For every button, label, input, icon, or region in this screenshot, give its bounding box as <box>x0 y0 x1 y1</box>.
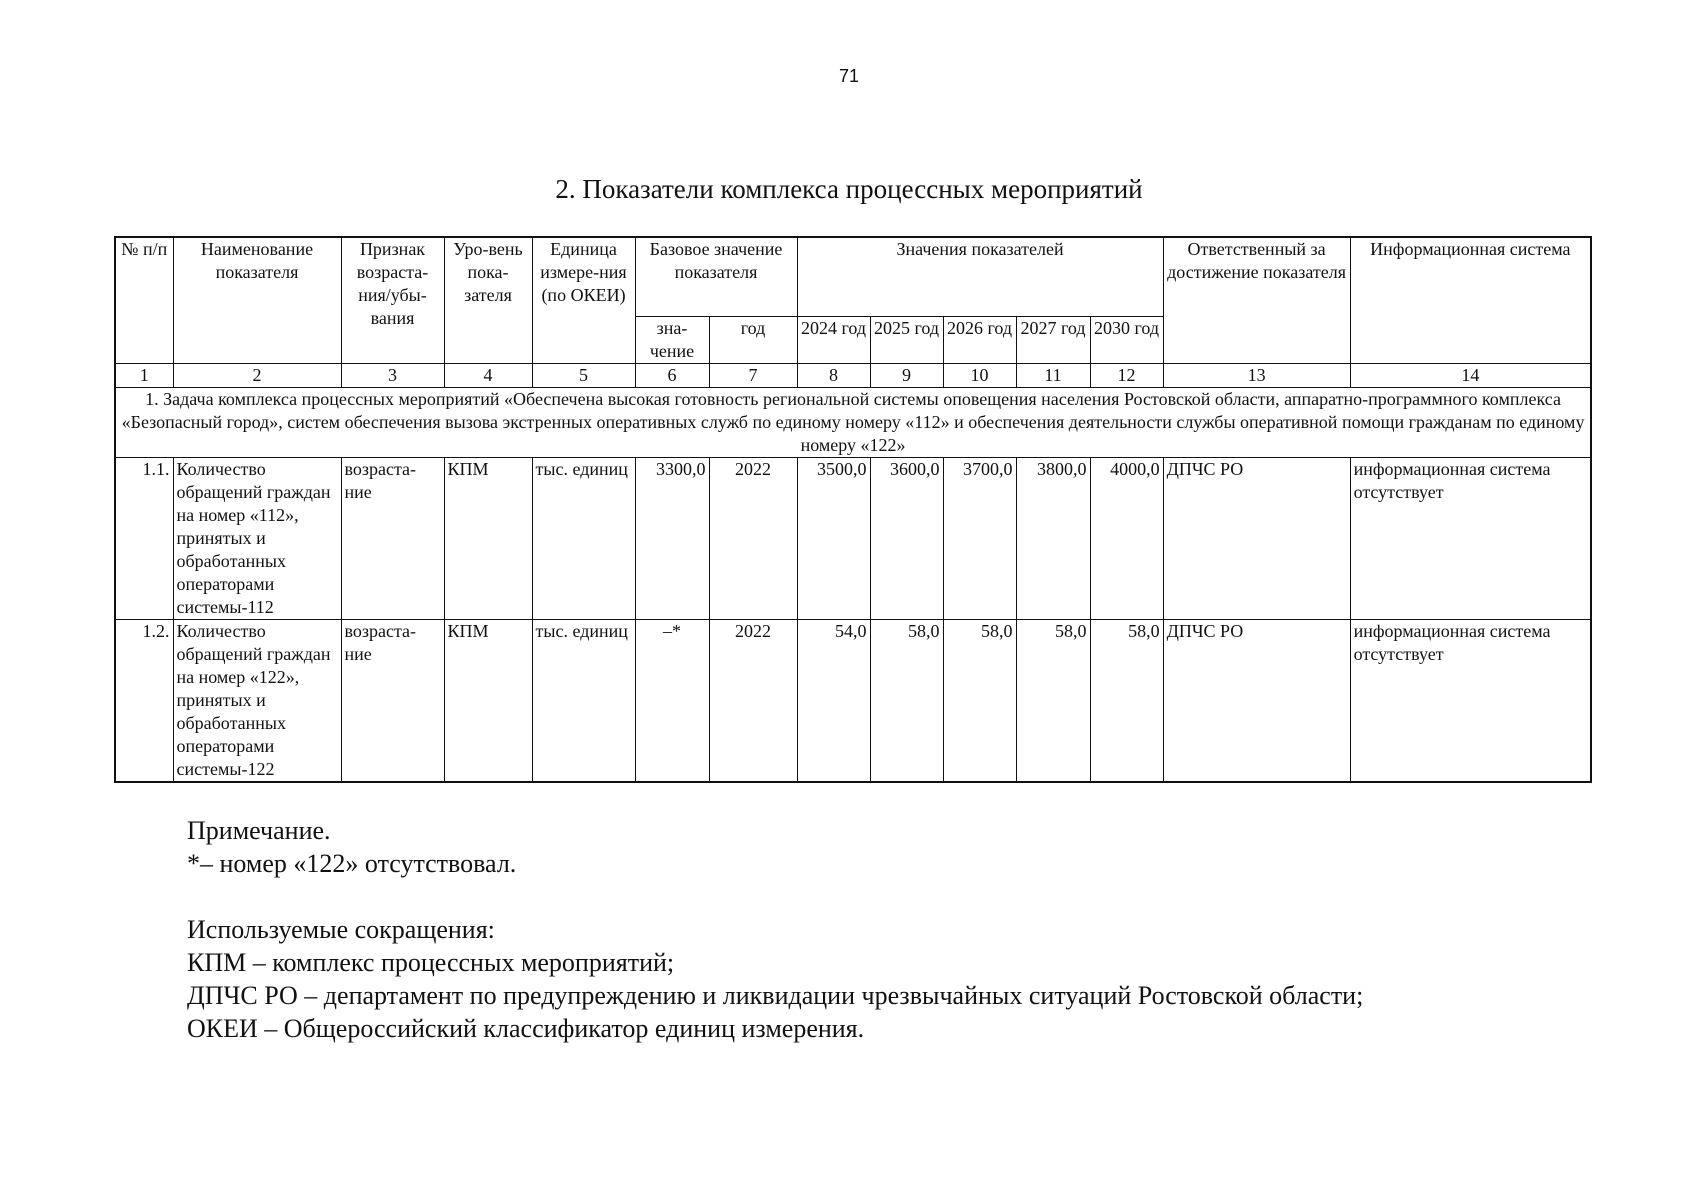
header-name: Наименование показателя <box>173 237 341 364</box>
row-info-system: информационная система отсутствует <box>1350 458 1591 620</box>
row-value-2025: 3600,0 <box>870 458 943 620</box>
column-number: 3 <box>341 364 444 388</box>
column-number: 10 <box>943 364 1016 388</box>
row-responsible: ДПЧС РО <box>1163 458 1350 620</box>
row-level: КПМ <box>444 458 532 620</box>
column-number: 4 <box>444 364 532 388</box>
row-value-2027: 58,0 <box>1016 620 1090 783</box>
row-value-2030: 58,0 <box>1090 620 1163 783</box>
header-year-2026: 2026 год <box>943 317 1016 364</box>
header-unit: Единица измере-ния (по ОКЕИ) <box>532 237 635 364</box>
column-number-row <box>115 364 1591 388</box>
row-unit: тыс. единиц <box>532 458 635 620</box>
task-row <box>115 388 1591 458</box>
abbreviation-item: ДПЧС РО – департамент по предупреждению и ликвидации чрезвычайных ситуаций Ростовской области; <box>187 981 1364 1010</box>
row-value-2026: 3700,0 <box>943 458 1016 620</box>
header-responsible: Ответственный за достижение показателя <box>1163 237 1350 364</box>
header-year-2025: 2025 год <box>870 317 943 364</box>
row-num: 1.2. <box>115 620 173 783</box>
table-row <box>115 458 1591 620</box>
abbreviation-item: КПМ – комплекс процессных мероприятий; <box>187 948 675 977</box>
column-number: 7 <box>709 364 797 388</box>
row-value-2024: 3500,0 <box>797 458 870 620</box>
column-number: 13 <box>1163 364 1350 388</box>
abbreviations-heading: Используемые сокращения: <box>187 915 495 944</box>
row-base-year: 2022 <box>709 458 797 620</box>
header-values: Значения показателей <box>797 237 1163 317</box>
header-year-2030: 2030 год <box>1090 317 1163 364</box>
header-level: Уро-вень пока-зателя <box>444 237 532 364</box>
row-name: Количество обращений граждан на номер «112», принятых и обработанных операторами системы-112 <box>173 458 341 620</box>
header-year-2027: 2027 год <box>1016 317 1090 364</box>
column-number: 1 <box>115 364 173 388</box>
column-number: 11 <box>1016 364 1090 388</box>
page-title: 2. Показатели комплекса процессных мероприятий <box>555 174 1143 204</box>
column-number: 14 <box>1350 364 1591 388</box>
header-base-value: зна-чение <box>635 317 709 364</box>
notes-heading: Примечание. <box>187 816 331 845</box>
row-value-2025: 58,0 <box>870 620 943 783</box>
column-number: 8 <box>797 364 870 388</box>
column-number: 5 <box>532 364 635 388</box>
row-base-year: 2022 <box>709 620 797 783</box>
table-row <box>115 620 1591 783</box>
row-info-system: информационная система отсутствует <box>1350 620 1591 783</box>
header-year-2024: 2024 год <box>797 317 870 364</box>
abbreviation-item: ОКЕИ – Общероссийский классификатор единиц измерения. <box>187 1014 865 1043</box>
row-sign: возраста-ние <box>341 620 444 783</box>
row-name: Количество обращений граждан на номер «122», принятых и обработанных операторами системы-122 <box>173 620 341 783</box>
task-description: 1. Задача комплекса процессных мероприятий «Обеспечена высокая готовность региональной системы оповещения населения Ростовской области, аппаратно-программного комплекса «Безопасный город», систем обеспечения вызова экстренных оперативных служб по единому номеру «112» и обеспечения деятельности службы оперативной помощи гражданам по единому номеру «122» <box>115 388 1591 458</box>
row-num: 1.1. <box>115 458 173 620</box>
notes-section <box>187 814 1587 1045</box>
row-responsible: ДПЧС РО <box>1163 620 1350 783</box>
row-base-value: 3300,0 <box>635 458 709 620</box>
row-base-value: –* <box>635 620 709 783</box>
row-unit: тыс. единиц <box>532 620 635 783</box>
column-number: 2 <box>173 364 341 388</box>
column-number: 12 <box>1090 364 1163 388</box>
column-number: 9 <box>870 364 943 388</box>
header-row-1 <box>115 237 1591 317</box>
footnote: *– номер «122» отсутствовал. <box>187 849 517 878</box>
header-info-system: Информационная система <box>1350 237 1591 364</box>
row-sign: возраста-ние <box>341 458 444 620</box>
row-level: КПМ <box>444 620 532 783</box>
header-sign: Признак возраста-ния/убы-вания <box>341 237 444 364</box>
header-base-year: год <box>709 317 797 364</box>
row-value-2026: 58,0 <box>943 620 1016 783</box>
column-number: 6 <box>635 364 709 388</box>
row-value-2024: 54,0 <box>797 620 870 783</box>
page-number: 71 <box>838 66 860 86</box>
header-num: № п/п <box>115 237 173 364</box>
header-base: Базовое значение показателя <box>635 237 797 317</box>
row-value-2030: 4000,0 <box>1090 458 1163 620</box>
indicators-table <box>114 236 1592 783</box>
row-value-2027: 3800,0 <box>1016 458 1090 620</box>
